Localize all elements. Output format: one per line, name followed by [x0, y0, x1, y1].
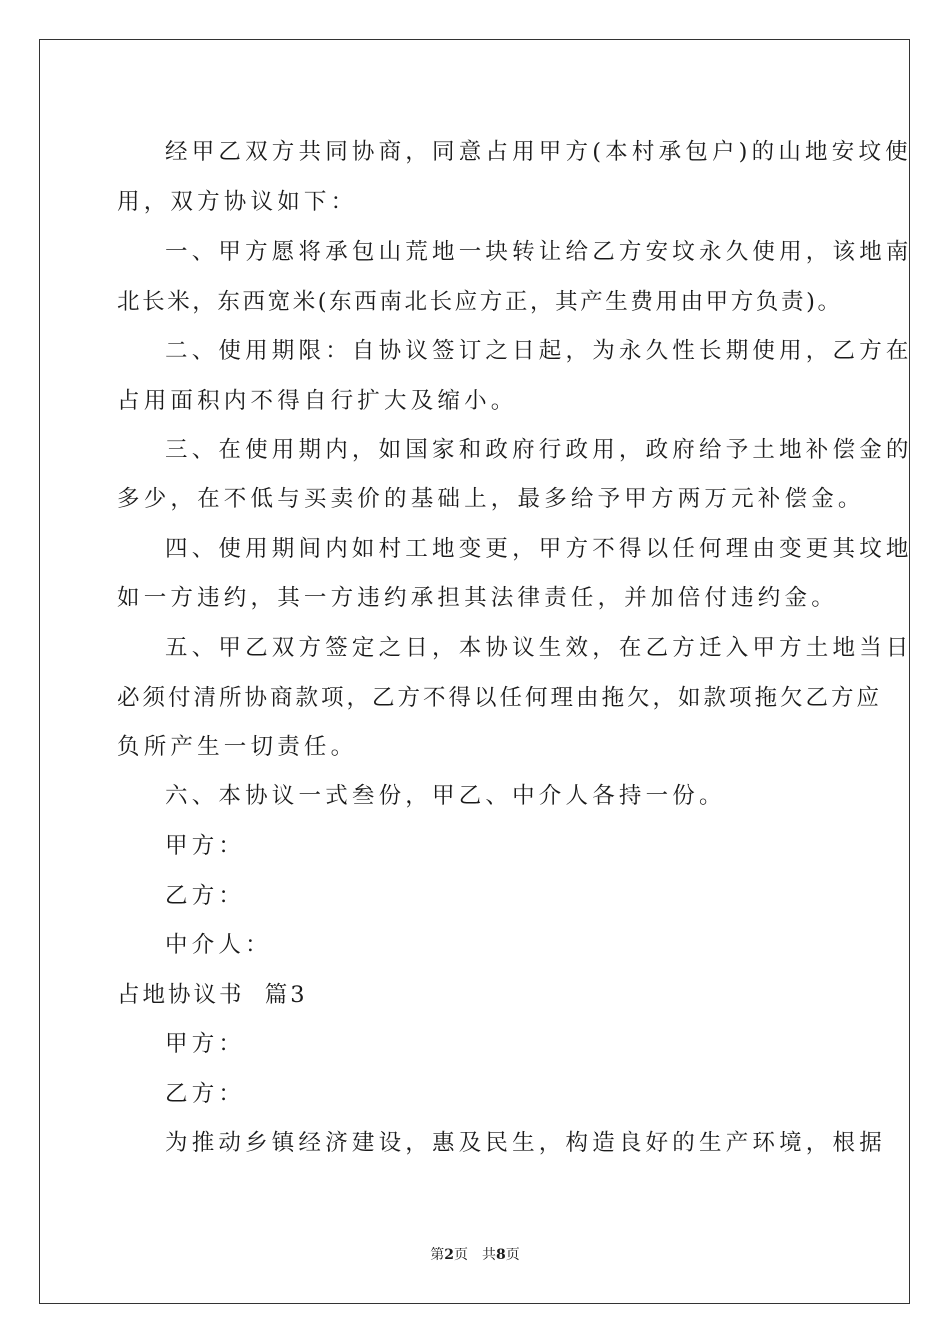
page-unit: 页	[454, 1247, 468, 1263]
text-line: 四、使用期间内如村工地变更，甲方不得以任何理由变更其坟地	[165, 536, 913, 562]
section-heading: 占地协议书 篇3	[117, 982, 308, 1008]
party-b-label: 乙方：	[165, 1081, 246, 1107]
text-line: 用，双方协议如下：	[117, 189, 358, 215]
text-line: 为推动乡镇经济建设，惠及民生，构造良好的生产环境，根据	[165, 1130, 886, 1156]
total-unit: 页	[505, 1247, 520, 1263]
page-number: 2	[444, 1247, 454, 1263]
text-line: 北长米，东西宽米(东西南北长应方正，其产生费用由甲方负责)。	[117, 289, 843, 315]
text-line: 如一方违约，其一方违约承担其法律责任，并加倍付违约金。	[117, 585, 838, 611]
text-line: 三、在使用期内，如国家和政府行政用，政府给予土地补偿金的	[165, 437, 913, 463]
text-line: 一、甲方愿将承包山荒地一块转让给乙方安坟永久使用，该地南	[165, 239, 913, 265]
signature-label-party-b: 乙方：	[165, 883, 246, 909]
page-border	[39, 39, 910, 1304]
text-line: 必须付清所协商款项，乙方不得以任何理由拖欠，如款项拖欠乙方应	[117, 685, 883, 711]
text-line: 占用面积内不得自行扩大及缩小。	[117, 388, 518, 414]
total-prefix: 共	[482, 1247, 496, 1263]
text-line: 多少，在不低与买卖价的基础上，最多给予甲方两万元补偿金。	[117, 486, 865, 512]
text-line: 六、本协议一式叁份，甲乙、中介人各持一份。	[165, 783, 726, 809]
page-footer	[0, 1244, 950, 1264]
text-line: 经甲乙双方共同协商，同意占用甲方(本村承包户)的山地安坟使	[165, 139, 912, 165]
text-line: 五、甲乙双方签定之日，本协议生效，在乙方迁入甲方土地当日	[165, 635, 913, 661]
page-prefix: 第	[430, 1247, 445, 1263]
signature-label-party-a: 甲方：	[165, 833, 246, 859]
total-pages: 8	[496, 1247, 506, 1263]
party-a-label: 甲方：	[165, 1031, 246, 1057]
text-line: 二、使用期限：自协议签订之日起，为永久性长期使用，乙方在	[165, 338, 913, 364]
text-line: 负所产生一切责任。	[117, 734, 358, 760]
signature-label-intermediary: 中介人：	[165, 932, 272, 958]
